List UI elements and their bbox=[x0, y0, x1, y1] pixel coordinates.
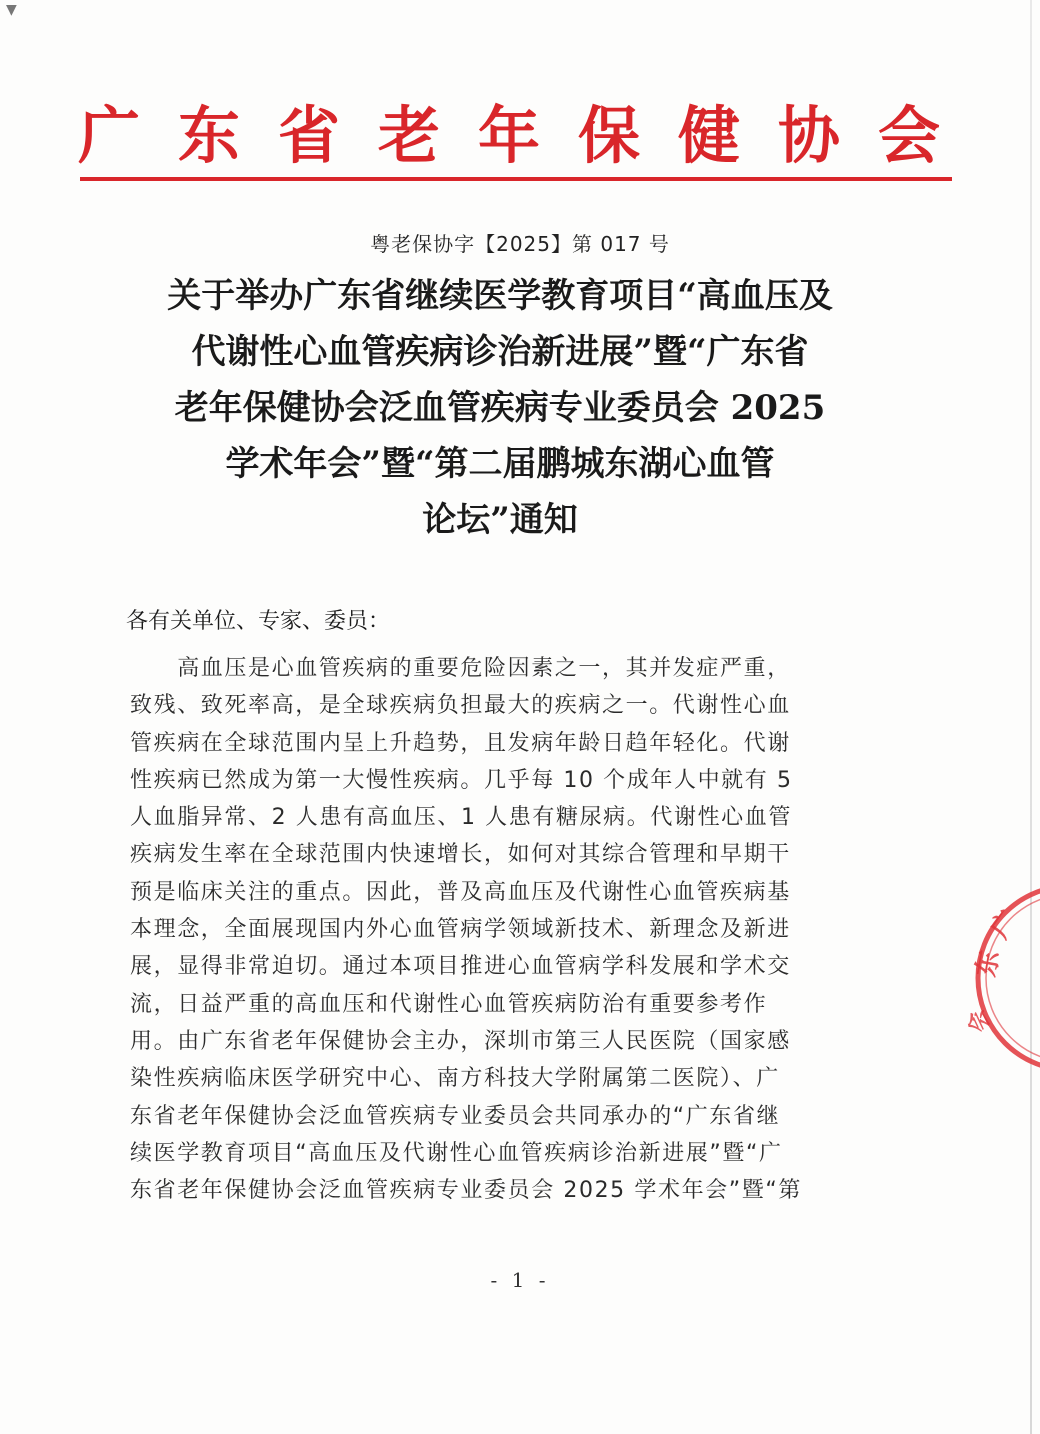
title-line: 论坛”通知 bbox=[422, 500, 578, 540]
notice-title bbox=[100, 268, 900, 548]
title-line: 老年保健协会泛血管疾病专业委员会 2025 bbox=[174, 388, 826, 428]
seal-icon bbox=[960, 878, 1040, 1078]
document-number: 粤老保协字【2025】第 017 号 bbox=[370, 232, 670, 256]
page-number: - 1 - bbox=[490, 1268, 550, 1292]
title-line: 学术年会”暨“第二届鹏城东湖心血管 bbox=[225, 444, 775, 484]
svg-text:东: 东 bbox=[971, 948, 1006, 980]
letterhead-title: 广东省老年保健协会 bbox=[78, 99, 979, 172]
page-edge bbox=[1030, 0, 1032, 1434]
body-line: 致残、致死率高，是全球疾病负担最大的疾病之一。代谢性心血 bbox=[130, 693, 791, 719]
title-line: 代谢性心血管疾病诊治新进展”暨“广东省 bbox=[191, 332, 809, 372]
body-line: 用。由广东省老年保健协会主办，深圳市第三人民医院（国家感 bbox=[130, 1028, 791, 1054]
body-line: 东省老年保健协会泛血管疾病专业委员会共同承办的“广东省继 bbox=[130, 1103, 781, 1129]
official-seal-stamp bbox=[960, 878, 1040, 1078]
salutation: 各有关单位、专家、委员： bbox=[126, 609, 391, 634]
title-line: 关于举办广东省继续医学教育项目“高血压及 bbox=[167, 276, 833, 316]
body-line: 东省老年保健协会泛血管疾病专业委员会 2025 学术年会”暨“第 bbox=[130, 1178, 802, 1204]
body-line: 性疾病已然成为第一大慢性疾病。几乎每 10 个成年人中就有 5 bbox=[130, 767, 793, 793]
body-line: 管疾病在全球范围内呈上升趋势，且发病年龄日趋年轻化。代谢 bbox=[130, 730, 791, 756]
letterhead-red-rule bbox=[80, 177, 952, 181]
body-line: 高血压是心血管疾病的重要危险因素之一，其并发症严重， bbox=[130, 656, 791, 681]
body-line: 染性疾病临床医学研究中心、南方科技大学附属第二医院）、广 bbox=[130, 1066, 780, 1092]
body-line: 流，日益严重的高血压和代谢性心血管疾病防治有重要参考作 bbox=[130, 991, 768, 1017]
body-line: 续医学教育项目“高血压及代谢性心血管疾病诊治新进展”暨“广 bbox=[130, 1140, 783, 1166]
body-line: 展，显得非常迫切。通过本项目推进心血管病学科发展和学术交 bbox=[130, 954, 791, 980]
body-line: 本理念，全面展现国内外心血管病学领域新技术、新理念及新进 bbox=[130, 917, 791, 943]
body-paragraph bbox=[130, 650, 900, 1209]
body-line: 疾病发生率在全球范围内快速增长，如何对其综合管理和早期干 bbox=[130, 842, 791, 868]
svg-text:广: 广 bbox=[985, 905, 1025, 945]
body-line: 预是临床关注的重点。因此，普及高血压及代谢性心血管疾病基 bbox=[130, 879, 791, 905]
corner-mark: ▼ bbox=[6, 2, 17, 18]
body-line: 人血脂异常、2 人患有高血压、1 人患有糖尿病。代谢性心血管 bbox=[130, 805, 792, 831]
svg-text:会: 会 bbox=[962, 1005, 996, 1037]
